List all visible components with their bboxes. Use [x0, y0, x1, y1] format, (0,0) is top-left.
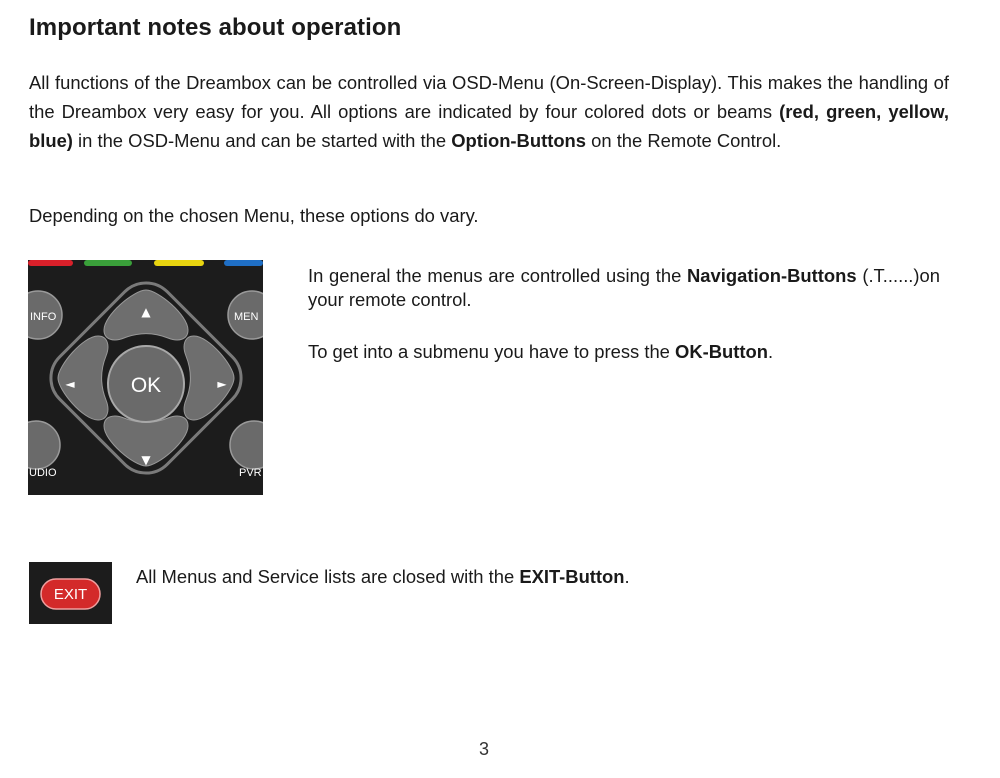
menu-key-label: MEN: [234, 311, 259, 323]
submenu-paragraph: [308, 340, 773, 364]
submenu-text-2: .: [767, 341, 774, 362]
intro-text-2: in the OSD-Menu and can be started with the: [72, 130, 452, 151]
left-arrow-icon: ◄: [65, 377, 75, 391]
exit-key-label: EXIT: [53, 586, 88, 603]
exit-button-text: EXIT-Button: [519, 566, 625, 587]
ok-button-text: OK-Button: [675, 341, 768, 362]
intro-text-1: All functions of the Dreambox can be controlled via OSD-Menu (On-Screen-Display). This makes the handling of the Dreambox very easy for you. All options are indicated by four colored dots or beams: [29, 72, 949, 122]
ok-key-label: OK: [130, 374, 162, 397]
remote-navigation-image: [28, 260, 263, 495]
page-title: Important notes about operation: [29, 14, 402, 41]
exit-key-image: [29, 562, 112, 624]
navigation-text-2: (.T......)on your remote control.: [308, 265, 940, 310]
intro-paragraph: [29, 68, 949, 155]
navigation-text-1: In general the menus are controlled using the: [308, 265, 688, 286]
right-arrow-icon: ►: [217, 377, 227, 391]
up-arrow-icon: ▲: [141, 305, 151, 319]
navigation-buttons-text: Navigation-Buttons: [687, 265, 857, 286]
page-number: 3: [478, 739, 489, 759]
audio-key-label: UDIO: [29, 467, 57, 479]
down-arrow-icon: ▼: [141, 453, 151, 467]
intro-text-3: on the Remote Control.: [586, 130, 782, 151]
color-options-text: (red, green, yellow, blue): [29, 101, 949, 151]
option-buttons-text: Option-Buttons: [451, 130, 587, 151]
submenu-text-1: To get into a submenu you have to press the: [308, 341, 676, 362]
navigation-paragraph: [308, 264, 940, 312]
pvr-key-label: PVR: [239, 467, 262, 479]
options-vary-paragraph: Depending on the chosen Menu, these options do vary.: [29, 205, 479, 226]
exit-text-2: .: [624, 566, 630, 587]
info-key-label: INFO: [30, 311, 57, 323]
exit-text-1: All Menus and Service lists are closed with the: [136, 566, 520, 587]
exit-paragraph: [136, 565, 630, 589]
